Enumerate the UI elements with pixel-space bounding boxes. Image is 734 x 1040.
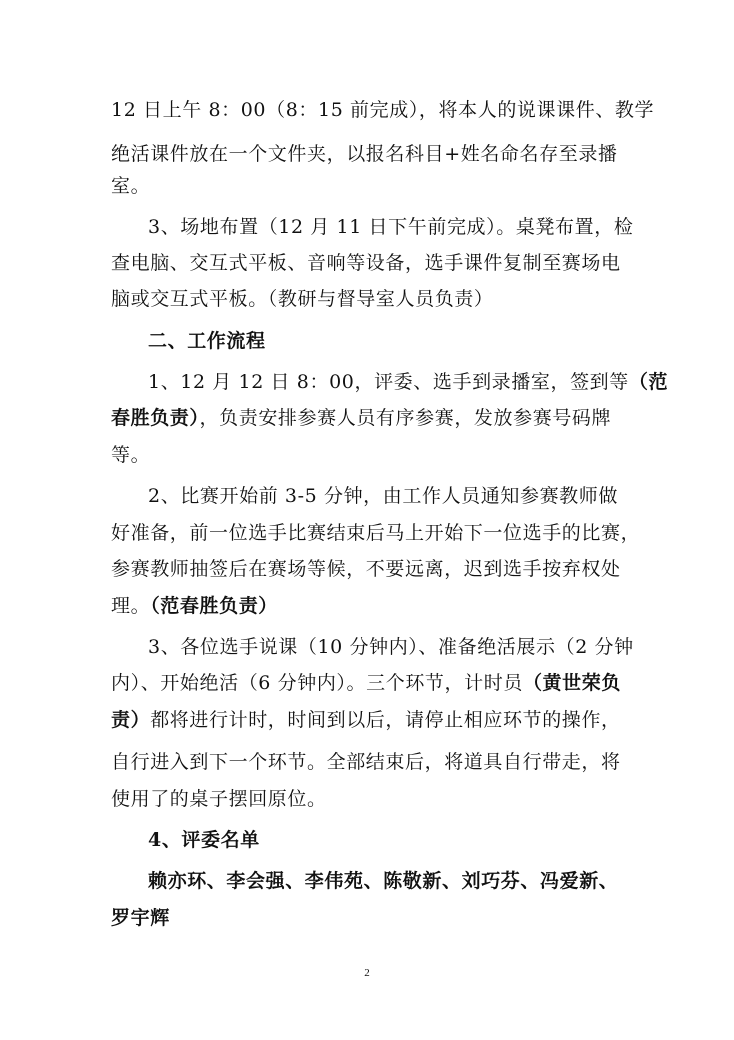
judges-list: 罗宇辉 bbox=[111, 907, 170, 929]
paragraph-line: 3、场地布置（12 月 11 日下午前完成）。桌凳布置，检 bbox=[148, 216, 634, 238]
paragraph-line bbox=[111, 593, 651, 619]
paragraph-line: 查电脑、交互式平板、音响等设备，选手课件复制至赛场电 bbox=[111, 252, 621, 274]
paragraph-line: 好准备，前一位选手比赛结束后马上开始下一位选手的比赛， bbox=[111, 522, 641, 544]
paragraph-line: 绝活课件放在一个文件夹，以报名科目+姓名命名存至录播 bbox=[111, 143, 618, 165]
item3-owner-end: 责） bbox=[111, 709, 151, 731]
paragraph-line: 参赛教师抽签后在赛场等候，不要远离，迟到选手按弃权处 bbox=[111, 558, 621, 580]
paragraph-line: 2、比赛开始前 3-5 分钟，由工作人员通知参赛教师做 bbox=[148, 485, 618, 507]
item2-text: 理。 bbox=[111, 595, 151, 617]
item1-text: 1、12 月 12 日 8：00，评委、选手到录播室，签到等 bbox=[148, 371, 629, 393]
item3-text: 内）、开始绝活（6 分钟内）。三个环节，计时员 bbox=[111, 672, 523, 694]
paragraph-line: 12 日上午 8：00（8：15 前完成），将本人的说课课件、教学 bbox=[111, 99, 655, 121]
paragraph-line bbox=[111, 707, 651, 733]
paragraph-line bbox=[111, 670, 651, 696]
item1-text: ，负责安排参赛人员有序参赛，发放参赛号码牌 bbox=[199, 407, 612, 429]
paragraph-line: 3、各位选手说课（10 分钟内）、准备绝活展示（2 分钟 bbox=[148, 636, 634, 658]
page-number: 2 bbox=[364, 967, 370, 979]
item1-owner-end: 春胜负责） bbox=[111, 407, 200, 429]
item3-owner-start: （黄世荣负 bbox=[522, 672, 621, 694]
paragraph-line bbox=[148, 369, 688, 395]
paragraph-line: 脑或交互式平板。（教研与督导室人员负责） bbox=[111, 288, 494, 310]
paragraph-line: 使用了的桌子摆回原位。 bbox=[111, 788, 327, 810]
judges-title: 4、评委名单 bbox=[148, 829, 260, 851]
item3-text: 都将进行计时，时间到以后，请停止相应环节的操作， bbox=[150, 709, 621, 731]
section-title: 二、工作流程 bbox=[148, 330, 266, 352]
judges-list: 赖亦环、李会强、李伟苑、陈敬新、刘巧芬、冯爱新、 bbox=[148, 870, 619, 892]
paragraph-line bbox=[111, 405, 651, 431]
paragraph-line: 自行进入到下一个环节。全部结束后，将道具自行带走，将 bbox=[111, 751, 621, 773]
item1-owner-start: （范 bbox=[628, 371, 669, 393]
paragraph-line: 等。 bbox=[111, 444, 151, 466]
paragraph-line: 室。 bbox=[111, 175, 151, 197]
item2-owner: （范春胜负责） bbox=[150, 595, 278, 617]
